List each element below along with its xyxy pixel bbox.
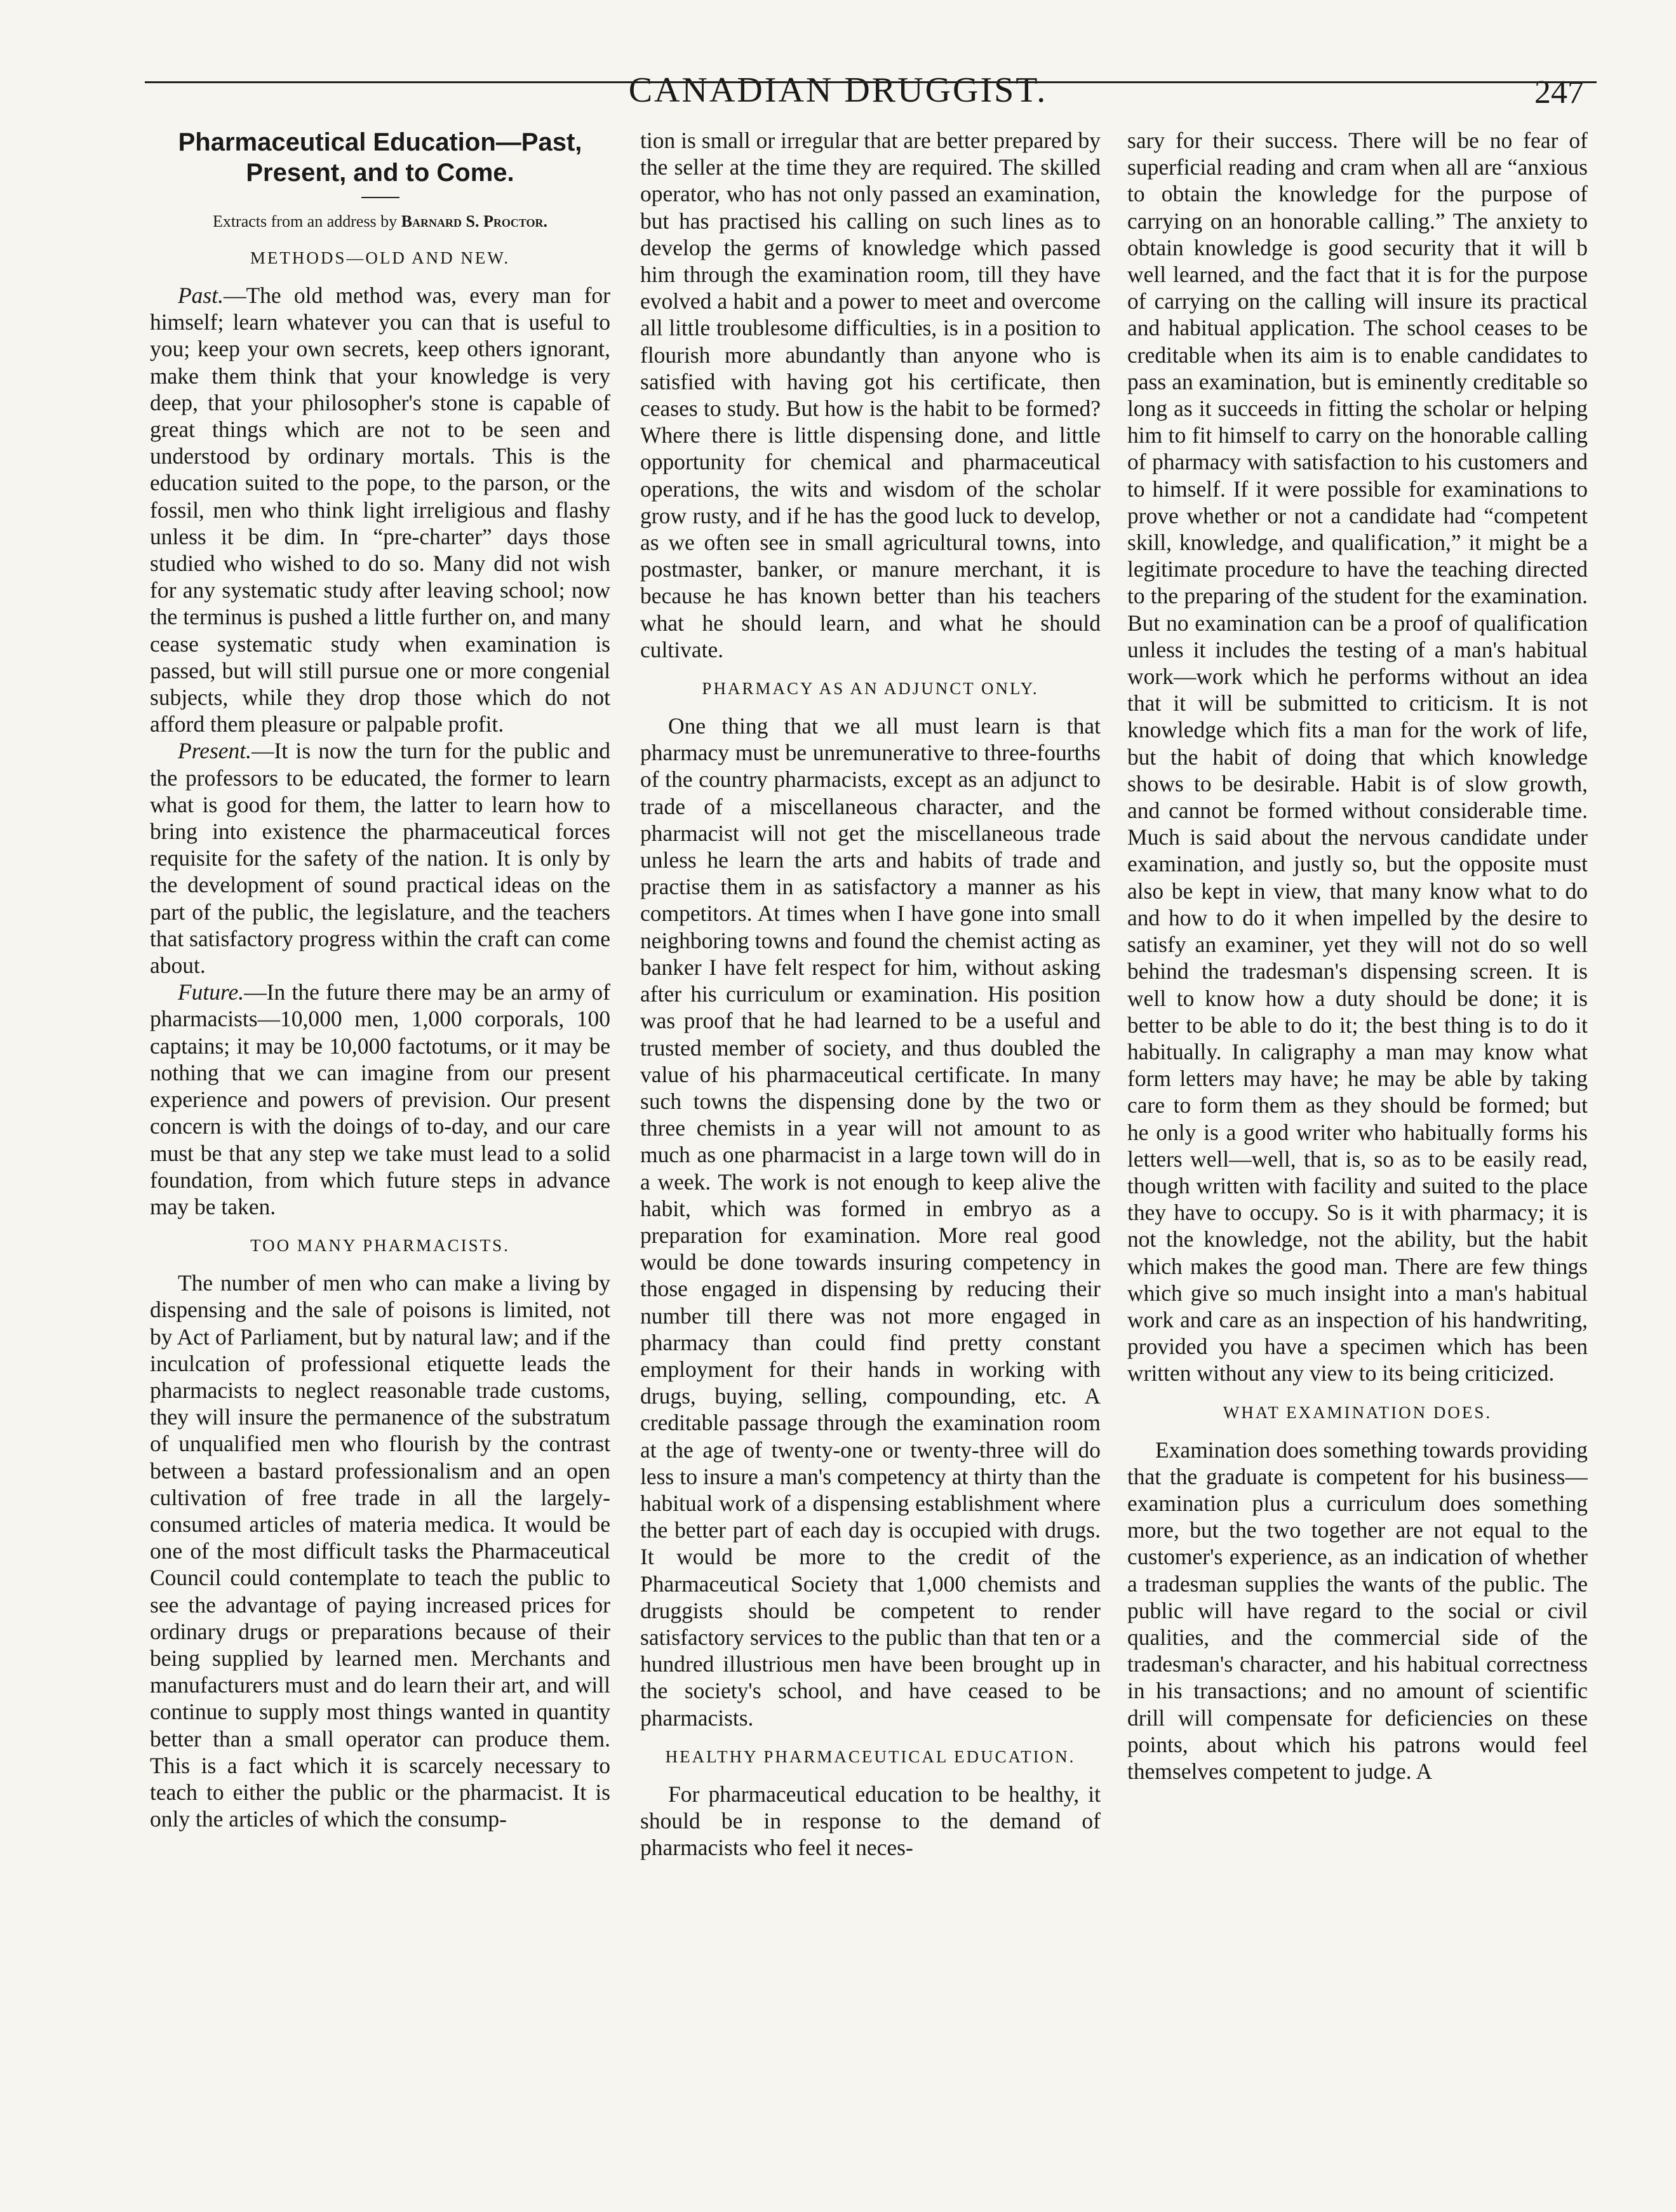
section-heading-adjunct: PHARMACY AS AN ADJUNCT ONLY. xyxy=(702,679,1039,699)
text-future: —In the future there may be an army of pharmacists—10,000 men, 1,000 corporals, 100 captains; it may be 10,000 factotums, or it may be nothing that we can imagine from our present experience and powers of prevision. Our present concern is with the doings of to-day, and our care must be that any step we take must lead to a solid foundation, from which future steps in advance may be taken. xyxy=(150,979,610,1219)
section-heading-too-many: TOO MANY PHARMACISTS. xyxy=(250,1236,510,1256)
paragraph-past xyxy=(150,282,610,737)
title-divider xyxy=(361,197,399,198)
page-header xyxy=(0,38,1676,121)
page-number: 247 xyxy=(1534,74,1584,111)
text-present: —It is now the turn for the public and the professors to be educated, the former to learn what is good for them, the latter to learn how to bring into existence the pharmaceutical forces requisite for the safety of the nation. It is only by the development of sound practical ideas on the part of the public, the legislature, and the teachers that satisfactory progress within the craft can come about. xyxy=(150,738,610,979)
section-heading-methods: METHODS—OLD AND NEW. xyxy=(250,248,511,267)
section-heading-healthy: HEALTHY PHARMACEUTICAL EDUCATION. xyxy=(665,1746,1076,1766)
paragraph-exam: Examination does something towards providing that the graduate is competent for his business—examination plus a curriculum does something more, but the two together are not equal to the customer's experience, as an indication of whether a tradesman supplies the wants of the public. The public will have regard to the social or civil qualities, and the commercial side of the tradesman's character, and his habitual correctness in his transactions; and no amount of scientific drill will compensate for deficiencies on these points, about which his patrons would feel themselves competent to judge. A xyxy=(1127,1437,1588,1784)
running-head: CANADIAN DRUGGIST. xyxy=(628,70,1048,110)
paragraph-continuation-2: tion is small or irregular that are better prepared by the seller at the time they are required. The skilled operator, who has not only passed an examination, but has practised his calling on such lines as to develop the germs of knowledge which passed him through the examination room, till they have evolved a habit and a power to meet and overcome all little troublesome difficulties, is in a position to flourish more abundantly than anyone who is satisfied with having got his certificate, then ceases to study. But how is the habit to be formed? Where there is little dispensing done, and little opportunity for chemical and pharmaceutical operations, the wits and wisdom of the scholar grow rusty, and if he has the good luck to develop, as we often see in small agricultural towns, into postmaster, banker, or manure merchant, it is because he has known better than his teachers what he should learn, and what he should cultivate. xyxy=(640,128,1101,662)
text-past: —The old method was, every man for himself; learn whatever you can that is useful to you; keep your own secrets, keep others ignorant, make them think that your knowledge is very deep, that your philosopher's stone is capable of great things which are not to be seen and understood by ordinary mortals. This is the education suited to the pope, to the parson, or the fossil, men who think light irreligious and flashy unless it be dim. In “pre-charter” days those studied who wished to do so. Many did not wish for any systematic study after leaving school; now the terminus is pushed a little further on, and many cease systematic study when examination is passed, but will still pursue one or more congenial subjects, while they drop those which do not afford them pleasure or palpable profit. xyxy=(150,283,610,737)
paragraph-continuation-3: sary for their success. There will be no fear of superficial reading and cram when all are “anxious to obtain the knowledge for the purpose of carrying on an honorable calling.” The anxiety to obtain knowledge is good security that it will b well learned, and the fact that it is for the purpose of carrying on the calling will insure its practical and habitual application. The school ceases to be creditable when its aim is to enable candidates to pass an examination, but is eminently creditable so long as it succeeds in fitting the scholar or helping him to fit himself to carry on the honorable calling of pharmacy with satisfaction to his customers and to himself. If it were possible for examinations to prove whether or not a candidate had “competent skill, knowledge, and qualification,” it might be a legitimate procedure to have the teaching directed to the preparing of the student for the examination. But no examination can be a proof of qualification unless it includes the testing of a man's habitual work—work which he performs without an idea that it will be submitted to criticism. It is not knowledge which fits a man for the work of life, but the habit of doing that which knowledge shows to be desirable. Habit is of slow growth, and cannot be formed without considerable time. Much is said about the nervous candidate under examination, and justly so, but the opposite must also be kept in view, that many know what to do and how to do it when impelled by the desire to satisfy an examiner, yet they will not do so well behind the tradesman's dispensing screen. It is well to know how a duty should be done; it is better to be able to do it; the best thing is to do it habitually. In caligraphy a man may know what form letters may have; he may be able by taking care to form them as they should be formed; but he only is a good writer who habitually forms his letters well—well, that is, so as to be easily read, though written with facility and suited to the place they have to occupy. So is it with pharmacy; it is not the knowledge, not the ability, but the habit which makes the good man. There are few things which give so much insight into a man's habitual work and care as an inspection of his handwriting, provided you have a specimen which has been written without any view to its being criticized. xyxy=(1127,128,1588,1386)
paragraph-present xyxy=(150,737,610,979)
column-3 xyxy=(1127,127,1588,2178)
paragraph-healthy: For pharmaceutical education to be healthy, it should be in response to the demand of pharmacists who feel it neces- xyxy=(640,1781,1101,1861)
header-rule xyxy=(145,81,1597,83)
lead-past: Past. xyxy=(178,283,224,308)
byline-prefix: Extracts from an address by xyxy=(212,212,398,231)
paragraph-too-many: The number of men who can make a living by dispensing and the sale of poisons is limited, not by Act of Parliament, but by natural law; and if the inculcation of professional etiquette leads the pharmacists to neglect reasonable trade customs, they will insure the permanence of the substratum of unqualified men who flourish by the contrast between a bastard professionalism and an open cultivation of free trade in all the largely-consumed articles of materia medica. It would be one of the most difficult tasks the Pharmaceutical Council could contemplate to teach the public to see the advantage of paying increased prices for ordinary drugs or preparations because of their being supplied by learned men. Merchants and manufacturers must and do learn their art, and will continue to supply most things wanted in quantity better than a small operator can produce them. This is a fact which it is scarcely necessary to teach to either the public or the pharmacist. It is only the articles of which the consump- xyxy=(150,1270,610,1832)
section-heading-exam: WHAT EXAMINATION DOES. xyxy=(1223,1402,1492,1422)
column-1 xyxy=(150,127,610,2178)
byline-author: Barnard S. Proctor. xyxy=(401,212,548,231)
paragraph-adjunct: One thing that we all must learn is that pharmacy must be unremunerative to three-fourths of the country pharmacists, except as an adjunct to trade of a miscellaneous character, and the pharmacist will not get the miscellaneous trade unless he learn the arts and habits of trade and practise them in as satisfactory a manner as his competitors. At times when I have gone into small neighboring towns and found the chemist acting as banker I have felt respect for him, without asking after his curriculum or examination. His position was proof that he had learned to be a useful and trusted member of society, and thus doubled the value of his pharmaceutical certificate. In many such towns the dispensing done by the two or three chemists in a year will not amount to as much as one pharmacist in a large town will do in a week. The work is not enough to keep alive the habit, which was formed in embryo as a preparation for examination. More real good would be done towards insuring competency in those engaged in dispensing by reducing their number till there was not more engaged in pharmacy than could find pretty constant employment for their hands in working with drugs, buying, selling, compounding, etc. A creditable passage through the examination room at the age of twenty-one or twenty-three will do less to insure a man's competency at thirty than the habitual work of a dispensing establishment where the better part of each day is occupied with drugs. It would be more to the credit of the Pharmaceutical Society that 1,000 chemists and druggists should be competent to render satisfactory services to the public than that ten or a hundred illustrious men have been brought up in the society's school, and have ceased to be pharmacists. xyxy=(640,713,1101,1731)
byline xyxy=(150,211,610,232)
lead-future: Future. xyxy=(178,979,245,1005)
column-2 xyxy=(640,127,1101,2178)
paragraph-future xyxy=(150,979,610,1220)
lead-present: Present. xyxy=(178,738,251,764)
article-title: Pharmaceutical Education—Past, Present, and to Come. xyxy=(178,128,582,187)
